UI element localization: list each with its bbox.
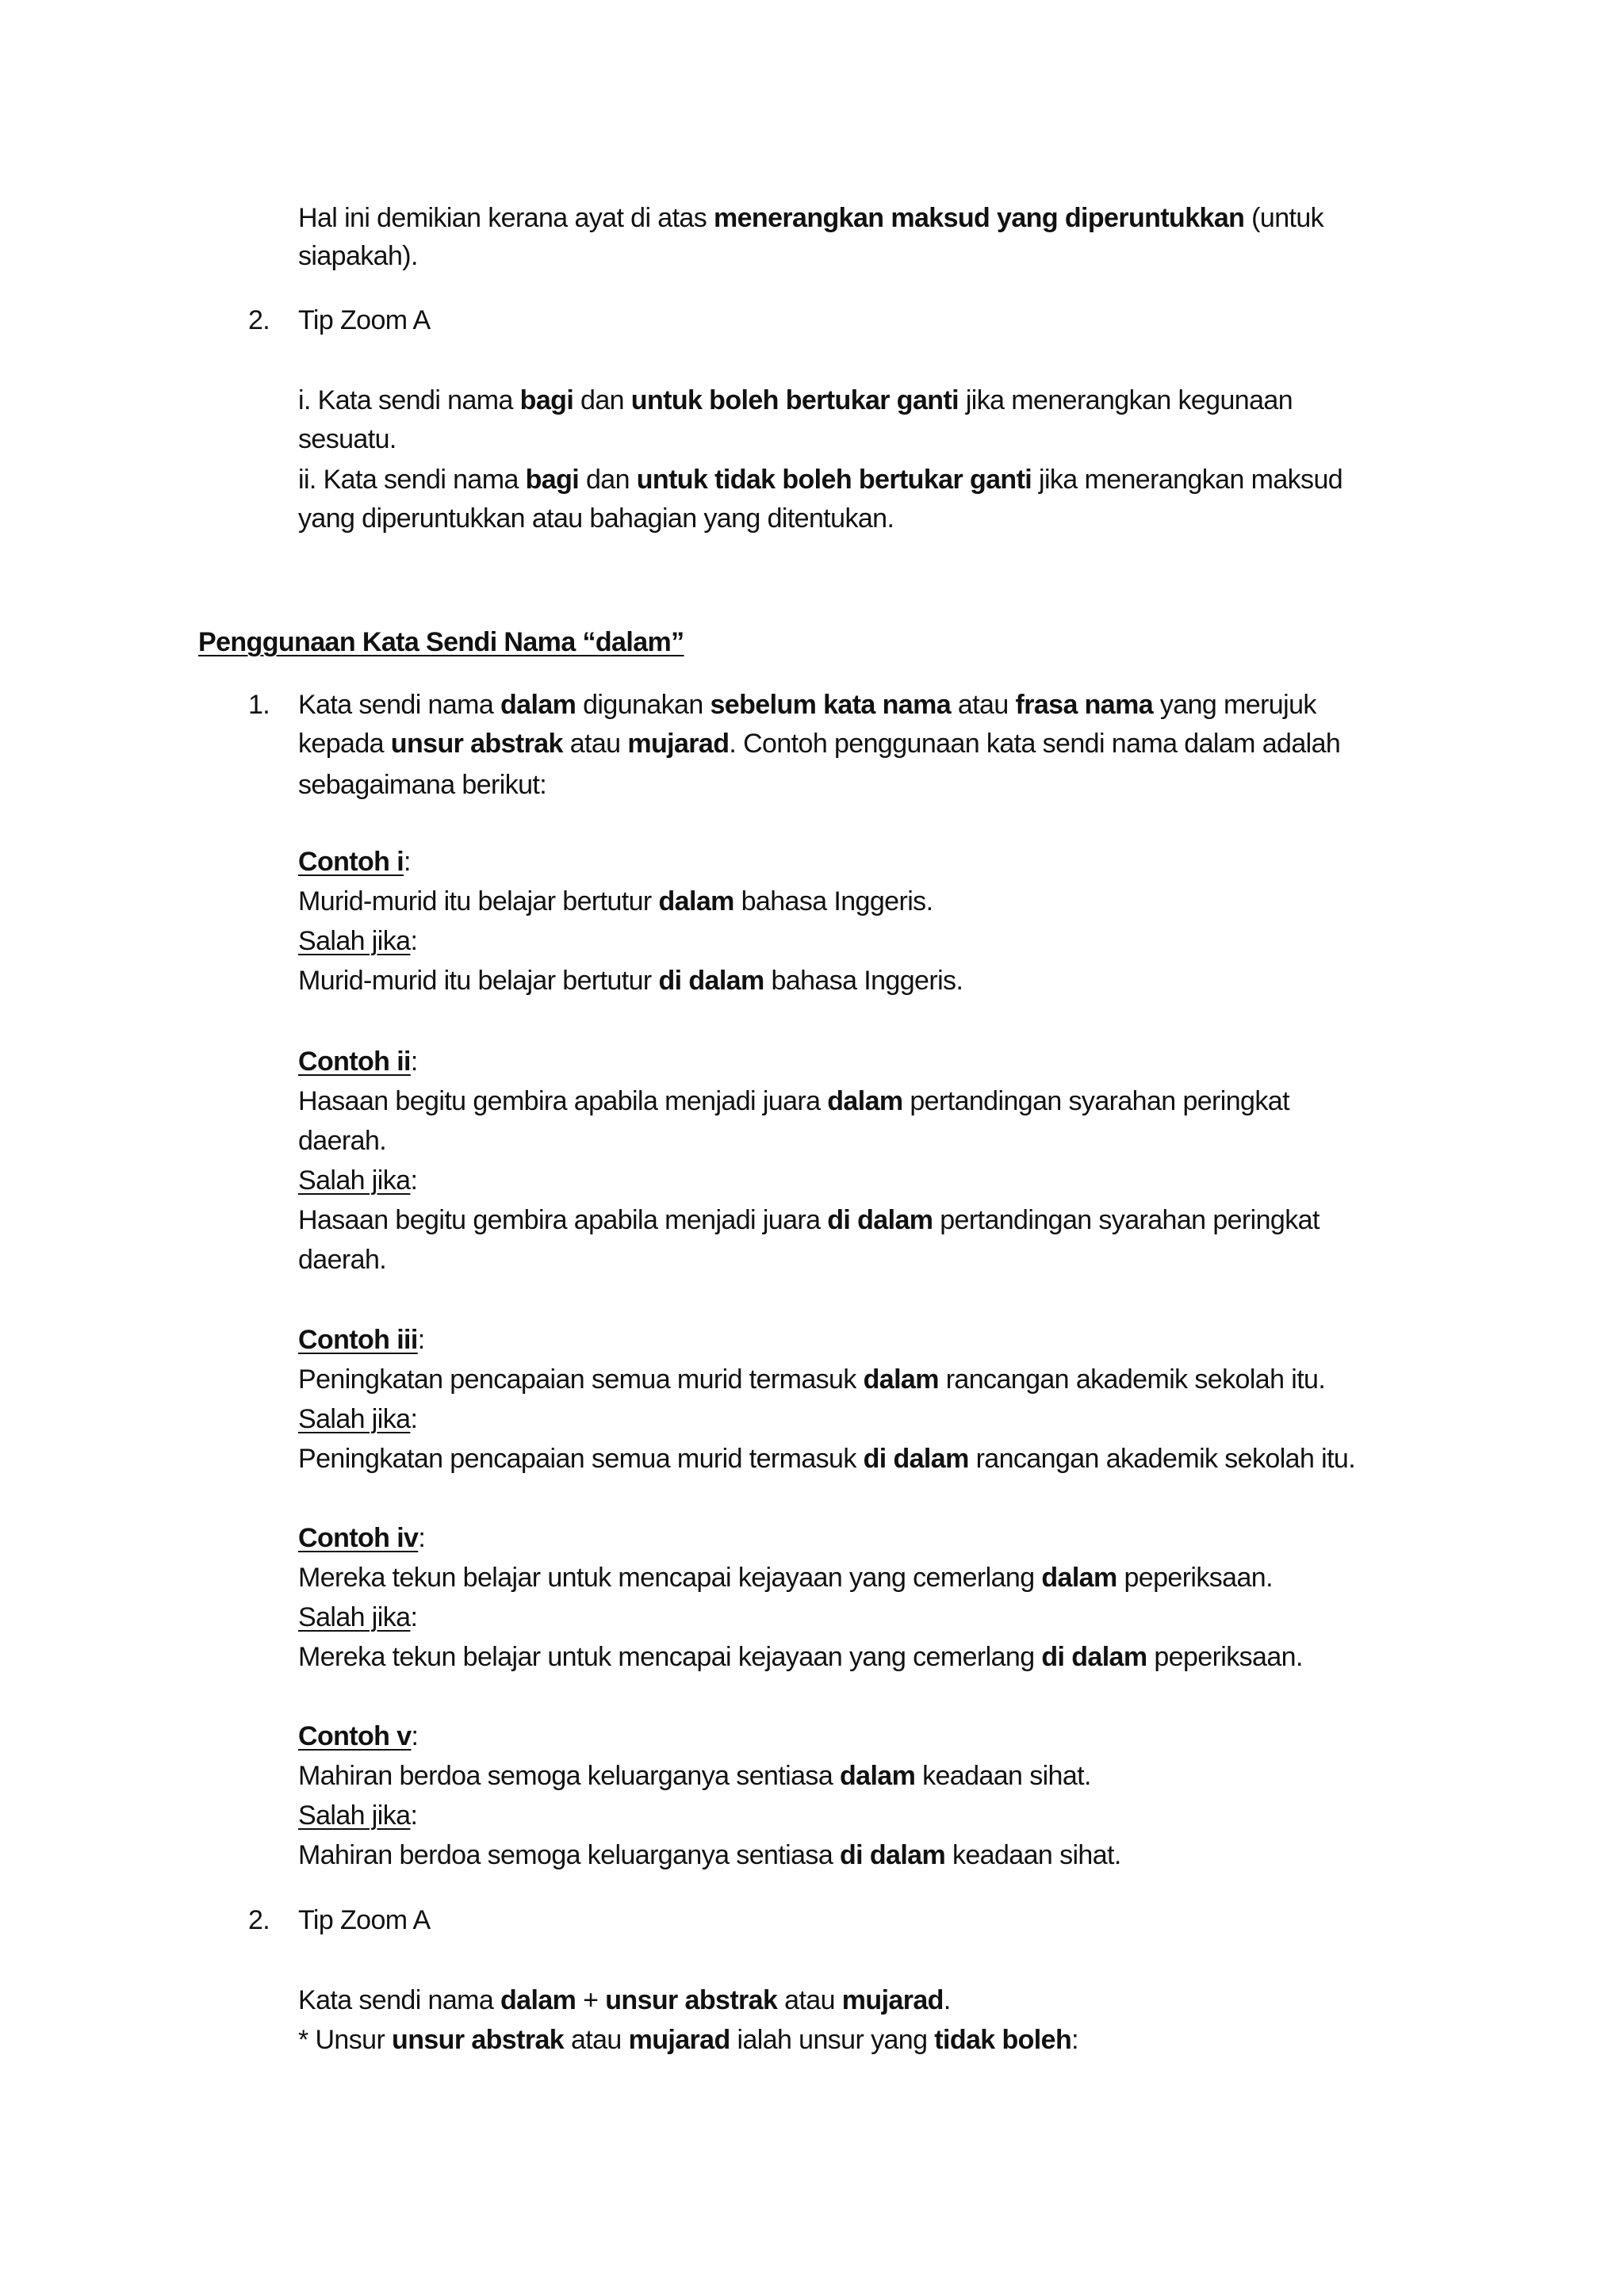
- intro-line-2: siapakah).: [298, 241, 418, 271]
- point1-line-2: kepada unsur abstrak atau mujarad. Contoh penggunaan kata sendi nama dalam adalah: [298, 729, 1341, 759]
- salah-jika-label: Salah jika:: [298, 926, 418, 956]
- salah-jika-label: Salah jika:: [298, 1602, 418, 1632]
- example-correct-cont: daerah.: [298, 1126, 387, 1156]
- tip2-title: Tip Zoom A: [298, 1905, 431, 1935]
- example-correct: Mereka tekun belajar untuk mencapai kejayaan yang cemerlang dalam peperiksaan.: [298, 1563, 1273, 1593]
- section-heading: Penggunaan Kata Sendi Nama “dalam”: [198, 627, 684, 657]
- tip1-item-2-cont: yang diperuntukkan atau bahagian yang ditentukan.: [298, 503, 894, 534]
- example-correct: Mahiran berdoa semoga keluarganya sentiasa dalam keadaan sihat.: [298, 1761, 1091, 1791]
- salah-jika-label: Salah jika:: [298, 1800, 418, 1831]
- example-correct: Murid-murid itu belajar bertutur dalam bahasa Inggeris.: [298, 886, 933, 916]
- example-wrong: Mereka tekun belajar untuk mencapai kejayaan yang cemerlang di dalam peperiksaan.: [298, 1642, 1303, 1672]
- example-label: Contoh i:: [298, 847, 411, 877]
- tip2-line-2: * Unsur unsur abstrak atau mujarad ialah unsur yang tidak boleh:: [298, 2025, 1078, 2055]
- tip1-title: Tip Zoom A: [298, 305, 431, 335]
- example-wrong: Mahiran berdoa semoga keluarganya sentiasa di dalam keadaan sihat.: [298, 1840, 1121, 1870]
- example-label: Contoh iv:: [298, 1523, 426, 1553]
- point1-line-1: Kata sendi nama dalam digunakan sebelum kata nama atau frasa nama yang merujuk: [298, 690, 1316, 720]
- tip1-item-2: ii. Kata sendi nama bagi dan untuk tidak boleh bertukar ganti jika menerangkan maksud: [298, 465, 1343, 495]
- tip2-line-1: Kata sendi nama dalam + unsur abstrak atau mujarad.: [298, 1985, 951, 2015]
- salah-jika-label: Salah jika:: [298, 1404, 418, 1434]
- tip2-number: 2.: [248, 1905, 270, 1935]
- example-wrong: Hasaan begitu gembira apabila menjadi juara di dalam pertandingan syarahan peringkat: [298, 1205, 1320, 1235]
- example-label: Contoh v:: [298, 1721, 419, 1751]
- example-label: Contoh ii:: [298, 1047, 418, 1077]
- intro-line-1: Hal ini demikian kerana ayat di atas menerangkan maksud yang diperuntukkan (untuk: [298, 203, 1324, 233]
- tip1-item-1: i. Kata sendi nama bagi dan untuk boleh bertukar ganti jika menerangkan kegunaan: [298, 385, 1293, 415]
- example-correct: Peningkatan pencapaian semua murid termasuk dalam rancangan akademik sekolah itu.: [298, 1364, 1326, 1395]
- salah-jika-label: Salah jika:: [298, 1165, 418, 1196]
- example-correct: Hasaan begitu gembira apabila menjadi juara dalam pertandingan syarahan peringkat: [298, 1086, 1289, 1116]
- tip1-number: 2.: [248, 305, 270, 335]
- example-wrong-cont: daerah.: [298, 1245, 387, 1275]
- example-wrong: Peningkatan pencapaian semua murid termasuk di dalam rancangan akademik sekolah itu.: [298, 1444, 1356, 1474]
- example-wrong: Murid-murid itu belajar bertutur di dalam bahasa Inggeris.: [298, 966, 963, 996]
- point1-number: 1.: [248, 690, 270, 720]
- example-label: Contoh iii:: [298, 1325, 425, 1355]
- tip1-item-1-cont: sesuatu.: [298, 424, 396, 454]
- point1-line-3: sebagaimana berikut:: [298, 770, 547, 800]
